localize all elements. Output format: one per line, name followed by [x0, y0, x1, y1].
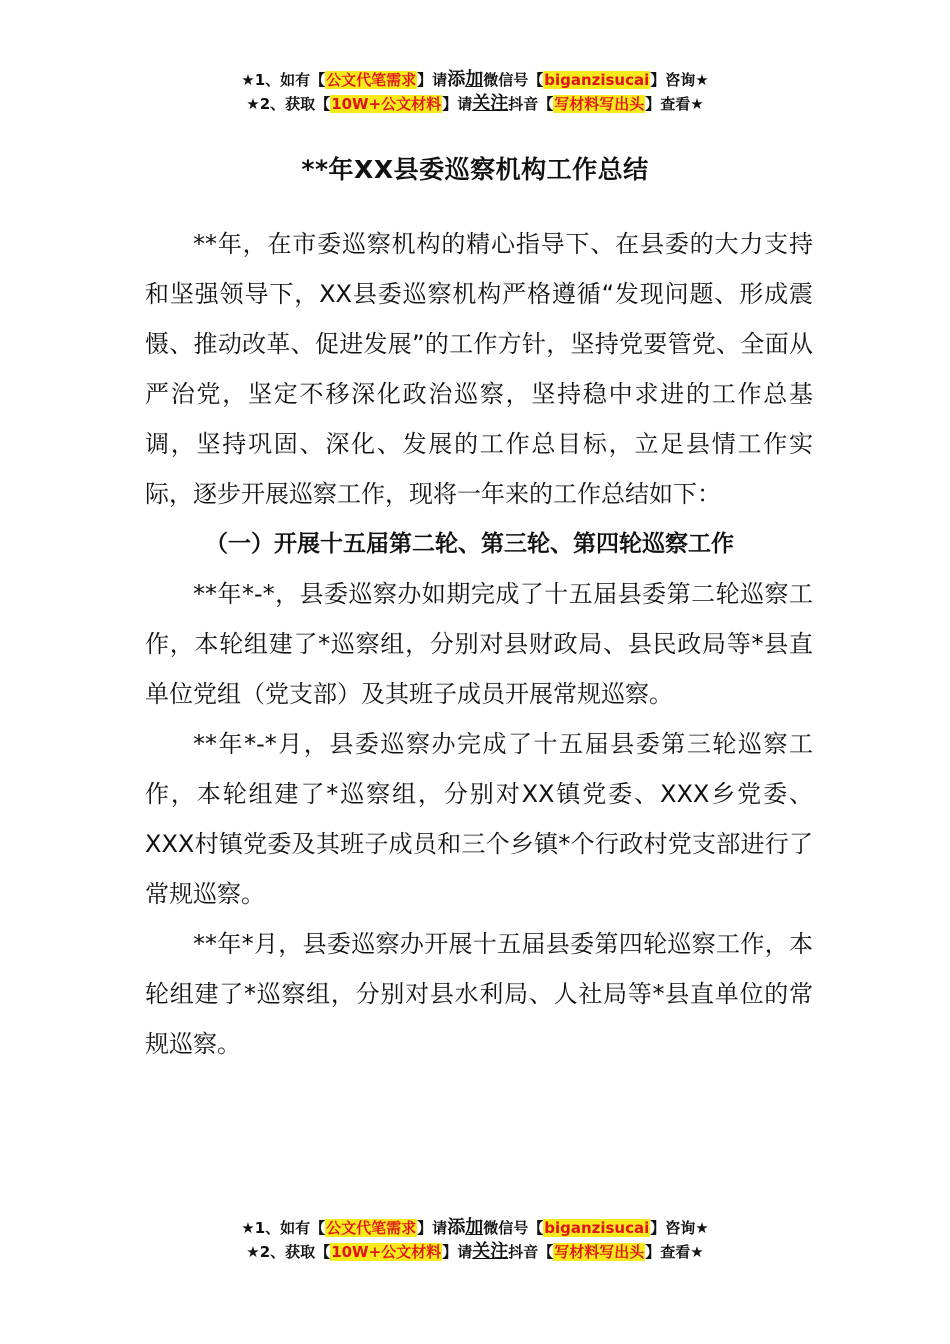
banner-line-2 — [0, 1240, 950, 1264]
banner-text-underlined: 加 — [465, 1217, 484, 1238]
intro-paragraph: **年，在市委巡察机构的精心指导下、在县委的大力支持和坚强领导下，XX县委巡察机构严格遵循“发现问题、形成震慑、推动改革、促进发展”的工作方针，坚持党要管党、全面从严治党，坚定不移深化政治巡察，坚持稳中求进的工作总基调，坚持巩固、深化、发展的工作总目标，立足县情工作实际，逐步开展巡察工作，现将一年来的工作总结如下： — [145, 230, 813, 508]
section-heading: （一）开展十五届第二轮、第三轮、第四轮巡察工作 — [205, 531, 734, 557]
body-paragraph: **年*-*，县委巡察办如期完成了十五届县委第二轮巡察工作，本轮组建了*巡察组，分别对县财政局、县民政局等*县直单位党组（党支部）及其班子成员开展常规巡察。 — [145, 580, 813, 708]
banner-text-underlined: 关注 — [472, 93, 509, 114]
banner-text: 】请 — [417, 1219, 448, 1237]
highlight-service: 公文代笔需求 — [326, 1219, 417, 1237]
banner-line-1 — [0, 68, 950, 92]
banner-text: ★2、获取【 — [246, 1243, 331, 1261]
banner-text-underlined: 关注 — [472, 1241, 509, 1262]
banner-text: 抖音【 — [508, 95, 554, 113]
banner-text: ★2、获取【 — [246, 95, 331, 113]
highlight-wechat-id: biganzisucai — [544, 1219, 650, 1237]
banner-text: 添 — [447, 69, 466, 90]
highlight-douyin-account: 写材料写出头 — [554, 1243, 645, 1261]
banner-text: 添 — [447, 1217, 466, 1238]
banner-text: 】查看★ — [645, 1243, 704, 1261]
banner-line-2 — [0, 92, 950, 116]
banner-text: 】查看★ — [645, 95, 704, 113]
document-title: **年XX县委巡察机构工作总结 — [301, 155, 649, 184]
highlight-service: 公文代笔需求 — [326, 71, 417, 89]
banner-text: 】咨询★ — [650, 71, 709, 89]
banner-text: ★1、如有【 — [241, 71, 326, 89]
banner-text: 抖音【 — [508, 1243, 554, 1261]
banner-line-1 — [0, 1216, 950, 1240]
banner-text: 微信号【 — [483, 71, 544, 89]
highlight-materials: 10W+公文材料 — [331, 95, 442, 113]
banner-text-underlined: 加 — [465, 69, 484, 90]
body-paragraph: **年*-*月，县委巡察办完成了十五届县委第三轮巡察工作，本轮组建了*巡察组，分别对XX镇党委、XXX乡党委、XXX村镇党委及其班子成员和三个乡镇*个行政村党支部进行了常规巡察。 — [145, 730, 813, 908]
bottom-banner — [0, 1216, 950, 1264]
document-body — [145, 219, 813, 1069]
banner-text: 微信号【 — [483, 1219, 544, 1237]
highlight-wechat-id: biganzisucai — [544, 71, 650, 89]
banner-text: 】请 — [442, 95, 473, 113]
body-paragraph: **年*月，县委巡察办开展十五届县委第四轮巡察工作，本轮组建了*巡察组，分别对县水利局、人社局等*县直单位的常规巡察。 — [145, 930, 813, 1058]
highlight-douyin-account: 写材料写出头 — [554, 95, 645, 113]
banner-text: 】咨询★ — [650, 1219, 709, 1237]
top-banner — [0, 68, 950, 116]
highlight-materials: 10W+公文材料 — [331, 1243, 442, 1261]
banner-text: ★1、如有【 — [241, 1219, 326, 1237]
banner-text: 】请 — [417, 71, 448, 89]
banner-text: 】请 — [442, 1243, 473, 1261]
